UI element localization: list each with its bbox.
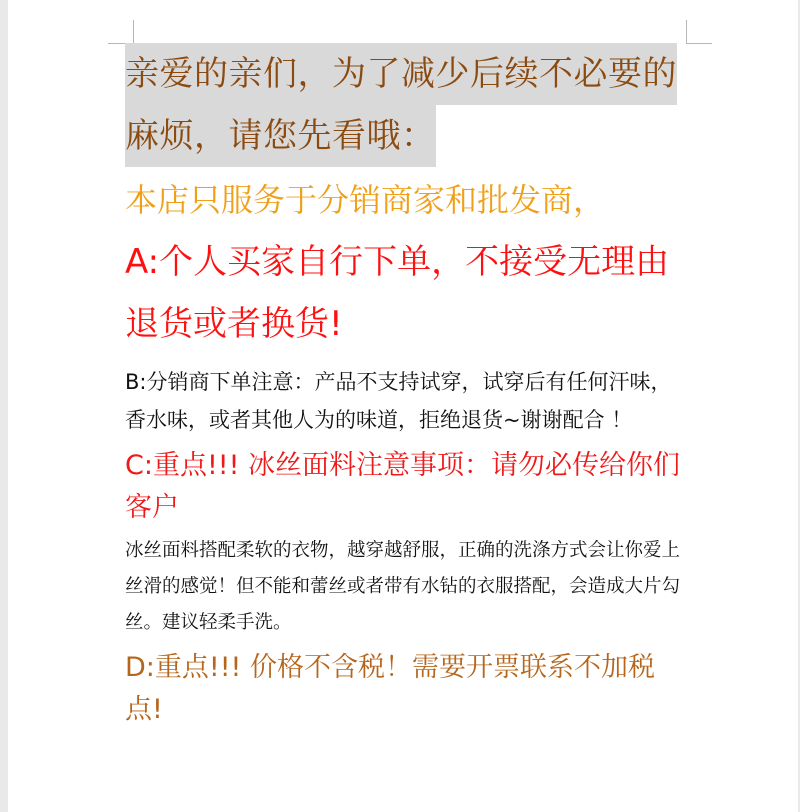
ice-silk-instructions: 冰丝面料搭配柔软的衣物，越穿越舒服，正确的洗涤方式会让你爱上丝滑的感觉！但不能和蕾丝或者带有水钻的衣服搭配，会造成大片勾丝。建议轻柔手洗。 xyxy=(125,540,681,633)
crop-mark xyxy=(686,43,712,44)
document-body xyxy=(125,43,681,731)
notice-c: C:重点!!! 冰丝面料注意事项：请勿必传给你们客户 xyxy=(125,450,681,523)
notice-d: D:重点!!! 价格不含税！需要开票联系不加税点! xyxy=(125,652,655,725)
notice-b: B:分销商下单注意：产品不支持试穿，试穿后有任何汗味，香水味，或者其他人为的味道，拒绝退货~谢谢配合 ！ xyxy=(125,370,672,432)
notice-orange: 本店只服务于分销商家和批发商， xyxy=(125,181,606,219)
notice-a: A:个人买家自行下单，不接受无理由退货或者换货! xyxy=(125,242,670,344)
crop-mark xyxy=(133,20,134,44)
crop-mark xyxy=(686,20,687,44)
greeting-line-2: 麻烦，请您先看哦： xyxy=(125,105,436,167)
greeting-line-1: 亲爱的亲们，为了减少后续不必要的 xyxy=(125,43,677,105)
greeting-paragraph xyxy=(125,43,681,167)
